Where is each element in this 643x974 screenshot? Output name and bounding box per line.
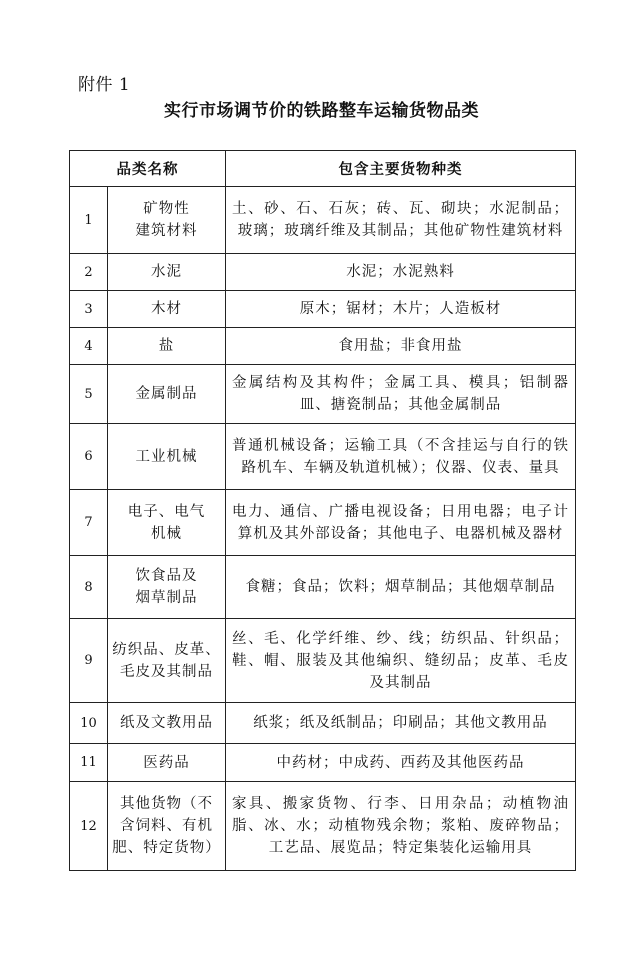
row-number: 4 <box>70 328 108 365</box>
table-header-row <box>70 151 576 187</box>
row-number: 12 <box>70 782 108 871</box>
goods-types: 土、砂、石、石灰；砖、瓦、砌块；水泥制品；玻璃；玻璃纤维及其制品；其他矿物性建筑材料 <box>226 187 576 254</box>
category-name <box>108 328 226 365</box>
category-name-text: 矿物性 建筑材料 <box>135 201 198 239</box>
goods-types: 纸浆；纸及纸制品；印刷品；其他文教用品 <box>226 703 576 744</box>
table-row <box>70 619 576 703</box>
goods-types: 水泥；水泥熟料 <box>226 254 576 291</box>
category-name-text: 医药品 <box>143 754 190 771</box>
goods-types: 丝、毛、化学纤维、纱、线；纺织品、针织品；鞋、帽、服装及其他编织、缝纫品；皮革、毛皮及其制品 <box>226 619 576 703</box>
category-name-text: 纸及文教用品 <box>120 715 213 731</box>
goods-types: 中药材；中成药、西药及其他医药品 <box>226 744 576 782</box>
category-name <box>108 254 226 291</box>
table-row <box>70 291 576 328</box>
row-number: 6 <box>70 424 108 490</box>
row-number: 7 <box>70 490 108 556</box>
category-name-text: 电子、电气 机械 <box>127 503 206 542</box>
attachment-label: 附件 1 <box>78 75 131 95</box>
category-name-text: 工业机械 <box>135 448 198 465</box>
table-row <box>70 556 576 619</box>
category-name <box>108 424 226 490</box>
category-name-text: 其他货物（不 含饲料、有机 肥、特定货物） <box>112 796 221 856</box>
row-number: 1 <box>70 187 108 254</box>
row-number: 5 <box>70 365 108 424</box>
table-row <box>70 782 576 871</box>
row-number: 2 <box>70 254 108 291</box>
category-name-text: 金属制品 <box>135 386 198 402</box>
category-name-text: 盐 <box>158 338 175 354</box>
category-name <box>108 291 226 328</box>
table-row <box>70 703 576 744</box>
category-name <box>108 490 226 556</box>
goods-types: 电力、通信、广播电视设备；日用电器；电子计算机及其外部设备；其他电子、电器机械及器材 <box>226 490 576 556</box>
category-name-text: 饮食品及 烟草制品 <box>135 568 198 606</box>
header-goods-types: 包含主要货物种类 <box>226 151 576 187</box>
category-name <box>108 782 226 871</box>
table-row <box>70 328 576 365</box>
row-number: 9 <box>70 619 108 703</box>
table-row <box>70 187 576 254</box>
category-name <box>108 556 226 619</box>
category-name-text: 木材 <box>151 301 182 317</box>
table-row <box>70 744 576 782</box>
goods-types: 食糖；食品；饮料；烟草制品；其他烟草制品 <box>226 556 576 619</box>
row-number: 11 <box>70 744 108 782</box>
category-name-text: 纺织品、皮革、 毛皮及其制品 <box>112 641 221 680</box>
goods-types: 原木；锯材；木片；人造板材 <box>226 291 576 328</box>
row-number: 3 <box>70 291 108 328</box>
row-number: 8 <box>70 556 108 619</box>
category-name-text: 水泥 <box>151 264 182 280</box>
category-table <box>69 150 576 871</box>
category-name <box>108 365 226 424</box>
category-name <box>108 744 226 782</box>
goods-types: 普通机械设备；运输工具（不含挂运与自行的铁路机车、车辆及轨道机械）；仪器、仪表、量具 <box>226 424 576 490</box>
table-row <box>70 490 576 556</box>
category-name <box>108 619 226 703</box>
goods-types: 金属结构及其构件；金属工具、模具；铝制器皿、搪瓷制品；其他金属制品 <box>226 365 576 424</box>
goods-types: 食用盐；非食用盐 <box>226 328 576 365</box>
goods-types: 家具、搬家货物、行李、日用杂品；动植物油脂、冰、水；动植物残余物；浆粕、废碎物品；工艺品、展览品；特定集装化运输用具 <box>226 782 576 871</box>
category-name <box>108 187 226 254</box>
table-row <box>70 254 576 291</box>
table-row <box>70 424 576 490</box>
category-name <box>108 703 226 744</box>
row-number: 10 <box>70 703 108 744</box>
table-row <box>70 365 576 424</box>
header-category-name: 品类名称 <box>70 151 226 187</box>
document-title: 实行市场调节价的铁路整车运输货物品类 <box>164 101 479 121</box>
